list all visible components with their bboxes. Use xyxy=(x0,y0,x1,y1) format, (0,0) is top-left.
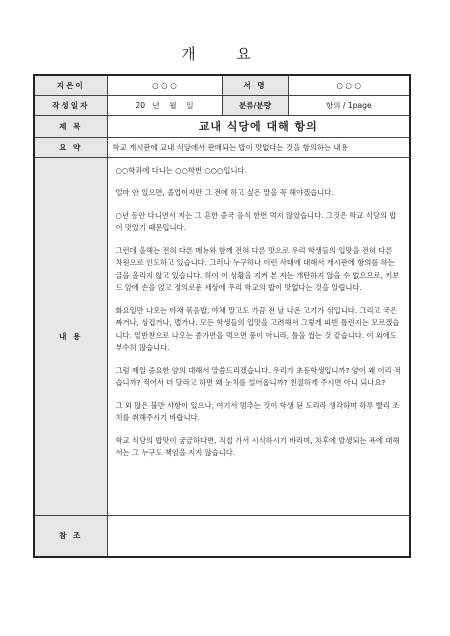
content-paragraph: 그런데 올해는 전혀 다른 메뉴와 함께 전혀 다른 맛으로 우리 학생들의 입맛을 전혀 다른 차원으로 인도하고 있습니다. 그러나 누구하나 이런 사태에 대해서 게시판에 항의를 하는 글을 올리지 않고 있습니다. 하여 이 상황을 지켜 본 저는 개탄하지 않을 수 없으므로, 키보드 앞에 손을 얹고 정의로운 세상에 우리 학교의 밥이 맛없다는 것을 알립니다. xyxy=(115,245,400,292)
content-paragraph: 그 외 많은 불만 사항이 있으나, 여기서 멈추는 것이 학생 된 도리라 생각하며 하루 빨리 조치를 취해주시기 바랍니다. xyxy=(115,400,400,422)
subject-value: 교내 식당에 대해 항의 xyxy=(107,115,410,137)
author-value: ○ ○ ○ xyxy=(107,75,222,95)
content-paragraph: ○○학과에 다니는 ○○학번 ○○○입니다. xyxy=(115,165,247,175)
date-value: 20 년 월 일 xyxy=(107,95,222,115)
signature-value: ○ ○ ○ xyxy=(288,75,410,95)
content-paragraph: 얼마 안 있으면, 졸업이지만 그 전에 하고 싶은 말을 꼭 해야겠습니다. xyxy=(115,188,334,197)
reference-label: 참 조 xyxy=(34,515,107,557)
content-paragraph: 학교 식당의 밥맛이 궁금하다면, 직접 가서 시식하시기 바라며, 차후에 발생되는 욕에 대해서는 그 누구도 책임을 지지 않습니다. xyxy=(115,435,400,457)
content-label: 내 용 xyxy=(34,157,107,515)
summary-label: 요 약 xyxy=(34,137,107,157)
date-label: 작성일자 xyxy=(34,95,107,115)
content-paragraph: 그럼 제일 중요한 양의 대해서 말씀드리겠습니다. 우리가 초등학생입니까? 양이 왜 이리 적습니까? 적어서 더 달라고 하면 왜 눈치를 설어옵니까? 친절하게 주시면 아니 되나요? xyxy=(115,365,401,387)
content-body xyxy=(107,157,410,515)
author-label: 지은이 xyxy=(34,75,107,95)
reference-value xyxy=(107,515,410,557)
content-paragraph: 화요일만 나오는 야채 볶음밥, 야채 말고도 가끔 전 날 나온 고기가 섞입니다. 그리고 국은 짜거나, 싱겁거나, 맵거나. 모든 학생들의 입맛을 고려해서 그렇게 파빈 틀린지는 모르겠습니다. 밑반찬으로 나오는 종가반을 먹으면 풍이 아니라, 틀을 씹는 것 같습니다. 이 외에도 부수히 많습니다. xyxy=(115,305,400,352)
category-value: 항의 / 1page xyxy=(288,95,410,115)
content-paragraph: ○년 동안 다니면서 저는 그 흔한 중국 음식 한번 먹지 않았습니다. 그것은 학교 식당의 밥이 맛있기 때문입니다. xyxy=(115,210,397,232)
summary-form-table xyxy=(33,74,411,558)
signature-label: 서 명 xyxy=(222,75,288,95)
summary-value: 학교 게시판에 교내 식당에서 판매되는 밥이 맛없다는 것을 항의하는 내용 xyxy=(107,137,410,157)
document-title: 개 요 xyxy=(181,45,269,63)
category-label: 분류/분량 xyxy=(222,95,288,115)
subject-label: 제 목 xyxy=(34,115,107,137)
